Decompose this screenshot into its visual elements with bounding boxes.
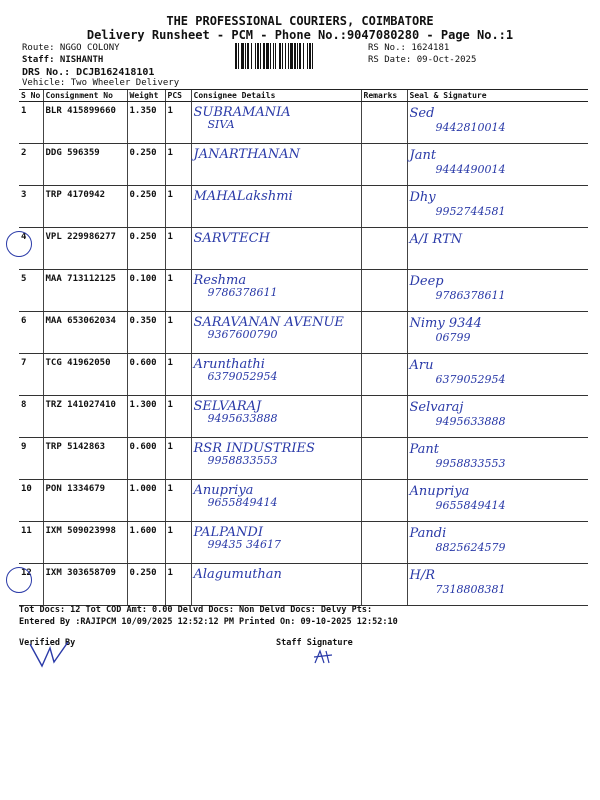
barcode-bar [260,43,261,69]
row-sno [19,438,43,480]
barcode [235,43,363,69]
signature-phone: 8825624579 [435,541,506,554]
signature-name: Dhy [409,190,436,205]
row-signature [407,354,588,396]
consignee-name: RSR INDUSTRIES [193,441,315,456]
signature-phone: 9444490014 [435,163,506,176]
row-sno [19,228,43,270]
entered-by-line: Entered By :RAJIPCM 10/09/2025 12:52:12 PM Printed On: 09-10-2025 12:52:10 [19,617,398,627]
row-sno-value: 1 [21,106,27,116]
row-pcs: 1 [165,186,191,228]
table-row [19,228,588,270]
consignee-extra: 99435 34617 [207,538,281,551]
col-signature: Seal & Signature [407,90,588,102]
consignee-extra: 9786378611 [207,286,278,299]
row-consignment: TCG 41962050 [43,354,127,396]
row-consignee [191,186,361,228]
table-row [19,480,588,522]
consignee-name: Reshma [193,273,247,288]
row-remarks [361,522,407,564]
signature-name: Jant [409,148,437,163]
row-consignment: TRP 5142863 [43,438,127,480]
table-row [19,396,588,438]
row-pcs: 1 [165,312,191,354]
row-pcs: 1 [165,522,191,564]
row-consignee [191,522,361,564]
consignee-extra: 9958833553 [207,454,278,467]
row-consignee [191,480,361,522]
row-pcs: 1 [165,270,191,312]
barcode-bar [255,43,256,69]
signature-name: Selvaraj [409,400,464,415]
row-consignment: DDG 596359 [43,144,127,186]
signature-name: H/R [409,568,436,583]
barcode-bar [282,43,283,69]
row-sno [19,564,43,606]
barcode-bar [235,43,237,69]
row-pcs: 1 [165,480,191,522]
row-sno-value: 8 [21,400,27,410]
row-signature [407,312,588,354]
row-weight: 0.600 [127,354,165,396]
barcode-bar [279,43,281,69]
row-consignee [191,144,361,186]
row-remarks [361,270,407,312]
signature-phone: 9442810014 [435,121,506,134]
row-weight: 0.250 [127,186,165,228]
row-consignment: TRZ 141027410 [43,396,127,438]
consignee-extra: 9495633888 [207,412,278,425]
table-row [19,438,588,480]
barcode-bar [297,43,298,69]
row-sno-value: 2 [21,148,27,158]
signature-name: Nimy 9344 [409,316,482,331]
signature-phone: 9495633888 [435,415,506,428]
barcode-bar [257,43,259,69]
row-consignee [191,270,361,312]
row-signature [407,438,588,480]
signature-phone: 9655849414 [435,499,506,512]
row-sno-value: 3 [21,190,27,200]
row-remarks [361,564,407,606]
row-circle-mark [6,231,32,257]
vehicle-label: Vehicle: Two Wheeler Delivery [22,78,180,88]
table-row [19,102,588,144]
row-pcs: 1 [165,396,191,438]
row-sno [19,270,43,312]
row-weight: 1.350 [127,102,165,144]
row-sno [19,102,43,144]
row-pcs: 1 [165,354,191,396]
row-sno-value: 7 [21,358,27,368]
signature-phone: 9958833553 [435,457,506,470]
col-pcs: PCS [165,90,191,102]
row-consignee [191,438,361,480]
row-remarks [361,354,407,396]
barcode-bar [273,43,274,69]
barcode-bar [238,43,239,69]
consignee-extra: 6379052954 [207,370,278,383]
row-remarks [361,396,407,438]
barcode-bar [251,43,252,69]
row-pcs: 1 [165,228,191,270]
row-consignment: IXM 303658709 [43,564,127,606]
row-signature [407,228,588,270]
col-consignment: Consignment No [43,90,127,102]
barcode-bar [307,43,308,69]
row-weight: 0.600 [127,438,165,480]
signature-name: Anupriya [409,484,470,499]
row-sno-value: 10 [21,484,32,494]
row-consignment: TRP 4170942 [43,186,127,228]
barcode-bar [303,43,304,69]
staff-label: Staff: NISHANTH [22,55,104,65]
signature-name: Pandi [409,526,447,541]
barcode-bar [247,43,249,69]
rs-number: RS No.: 1624181 [368,43,450,53]
consignee-name: Anupriya [193,483,254,498]
row-remarks [361,438,407,480]
table-row [19,144,588,186]
barcode-bar [285,43,286,69]
signature-phone: 9786378611 [435,289,506,302]
barcode-bar [275,43,276,69]
row-weight: 0.250 [127,144,165,186]
row-signature [407,270,588,312]
row-consignment: PON 1334679 [43,480,127,522]
col-sno: S No [19,90,43,102]
row-remarks [361,480,407,522]
row-pcs: 1 [165,102,191,144]
row-signature [407,186,588,228]
table-row [19,564,588,606]
col-consignee: Consignee Details [191,90,361,102]
row-sno-value: 11 [21,526,32,536]
barcode-bar [263,43,265,69]
consignee-name: MAHALakshmi [193,189,293,204]
row-signature [407,564,588,606]
row-sno-value: 4 [21,232,27,242]
consignee-extra: 9367600790 [207,328,278,341]
barcode-bar [288,43,289,69]
drs-number: DRS No.: DCJB162418101 [22,67,155,78]
row-consignee [191,228,361,270]
row-sno-value: 5 [21,274,27,284]
signature-phone: 7318808381 [435,583,506,596]
consignee-name: SARAVANAN AVENUE [193,315,344,330]
barcode-bar [312,43,313,69]
consignee-name: Alagumuthan [193,567,282,582]
col-weight: Weight [127,90,165,102]
signature-phone: 9952744581 [435,205,506,218]
table-header-row [19,90,588,102]
row-consignee [191,354,361,396]
row-sno [19,186,43,228]
staff-signature-scribble [312,648,336,666]
row-consignment: MAA 713112125 [43,270,127,312]
row-signature [407,396,588,438]
rs-date: RS Date: 09-Oct-2025 [368,55,477,65]
signature-name: Deep [409,274,444,289]
row-consignment: VPL 229986277 [43,228,127,270]
row-signature [407,480,588,522]
staff-signature-label: Staff Signature [276,638,353,648]
row-weight: 0.100 [127,270,165,312]
barcode-bar [309,43,311,69]
table-row [19,312,588,354]
signature-phone: 06799 [435,331,471,344]
row-consignment: IXM 509023998 [43,522,127,564]
row-signature [407,102,588,144]
row-pcs: 1 [165,564,191,606]
row-signature [407,144,588,186]
row-consignee [191,312,361,354]
row-remarks [361,312,407,354]
consignee-extra: SIVA [207,118,235,131]
signature-name: A/I RTN [409,232,463,247]
consignee-name: SARVTECH [193,231,270,246]
row-sno-value: 6 [21,316,27,326]
row-sno [19,480,43,522]
barcode-bar [241,43,244,69]
consignee-name: SELVARAJ [193,399,262,414]
row-sno [19,522,43,564]
signature-name: Aru [409,358,434,373]
row-pcs: 1 [165,438,191,480]
barcode-bar [245,43,246,69]
barcode-bar [290,43,293,69]
row-sno [19,312,43,354]
row-consignment: MAA 653062034 [43,312,127,354]
row-sno-value: 12 [21,568,32,578]
row-weight: 1.600 [127,522,165,564]
runsheet-table [19,89,588,606]
runsheet-subtitle: Delivery Runsheet - PCM - Phone No.:9047080280 - Page No.:1 [86,28,514,42]
row-remarks [361,228,407,270]
signature-phone: 6379052954 [435,373,506,386]
row-weight: 0.250 [127,564,165,606]
barcode-bar [294,43,296,69]
consignee-name: Arunthathi [193,357,265,372]
barcode-bar [266,43,269,69]
col-remarks: Remarks [361,90,407,102]
row-sno [19,396,43,438]
consignee-extra: 9655849414 [207,496,278,509]
row-remarks [361,102,407,144]
row-circle-mark [6,567,32,593]
barcode-bar [270,43,271,69]
row-sno [19,354,43,396]
table-row [19,354,588,396]
company-title: THE PROFESSIONAL COURIERS, COIMBATORE [166,14,434,28]
row-signature [407,522,588,564]
row-consignment: BLR 415899660 [43,102,127,144]
consignee-name: JANARTHANAN [193,147,300,162]
row-weight: 1.000 [127,480,165,522]
row-sno-value: 9 [21,442,27,452]
row-weight: 0.250 [127,228,165,270]
row-weight: 0.350 [127,312,165,354]
barcode-bar [299,43,301,69]
table-row [19,522,588,564]
row-consignee [191,396,361,438]
table-row [19,186,588,228]
consignee-name: PALPANDI [193,525,263,540]
row-remarks [361,186,407,228]
consignee-name: SUBRAMANIA [193,105,291,120]
verified-by-label: Verified By [19,638,76,648]
row-remarks [361,144,407,186]
signature-name: Sed [409,106,435,121]
row-weight: 1.300 [127,396,165,438]
totals-line: Tot Docs: 12 Tot COD Amt: 0.00 Delvd Docs: Non Delvd Docs: Delvy Pts: [19,605,373,615]
table-row [19,270,588,312]
signature-name: Pant [409,442,440,457]
row-pcs: 1 [165,144,191,186]
row-consignee [191,102,361,144]
verified-signature-scribble [28,640,78,670]
route-label: Route: NGGO COLONY [22,43,120,53]
row-consignee [191,564,361,606]
row-sno [19,144,43,186]
